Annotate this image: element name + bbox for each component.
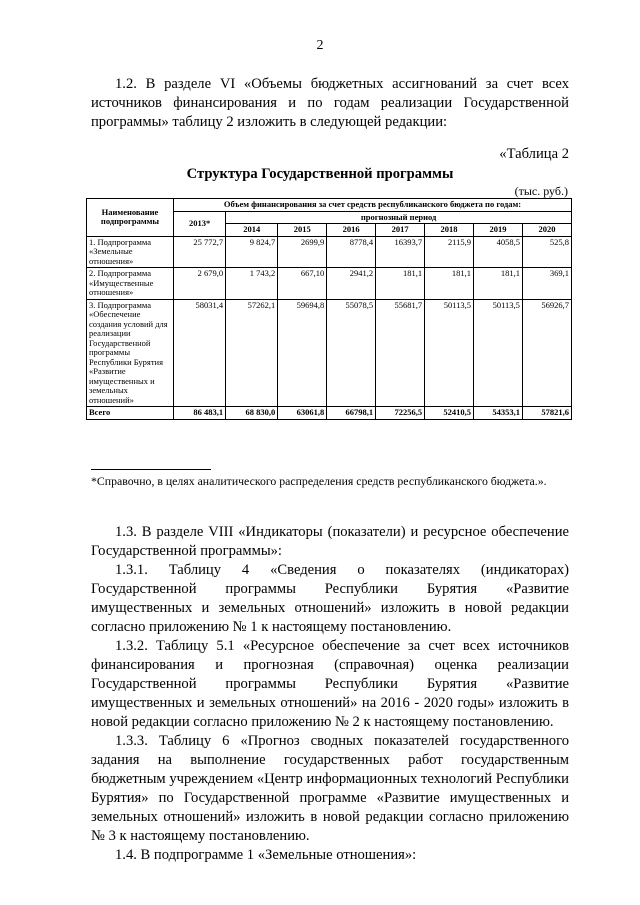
- year-header: 2019: [474, 224, 523, 237]
- total-label: Всего: [87, 407, 174, 420]
- cell-value: 50113,5: [425, 299, 474, 407]
- total-value: 63061,8: [278, 407, 327, 420]
- row-name: 1. Подпрограмма «Земельные отношения»: [87, 236, 174, 268]
- row-name: 3. Подпрограмма «Обеспечение создания условий для реализации Государственной программы Республики Бурятия «Развитие имущественных и земельных отношений»: [87, 299, 174, 407]
- body-text: [91, 523, 569, 865]
- paragraph: 1.3.1. Таблицу 4 «Сведения о показателях (индикаторах) Государственной программы Республики Бурятия «Развитие имущественных и земельных отношений» изложить в новой редакции согласно приложению № 1 к настоящему постановлению.: [91, 562, 569, 635]
- structure-table: [86, 198, 572, 420]
- table-title: Структура Государственной программы: [186, 166, 454, 182]
- year-header: 2015: [278, 224, 327, 237]
- cell-value: 181,1: [425, 268, 474, 300]
- year-header: 2020: [522, 224, 571, 237]
- paragraph: 1.4. В подпрограмме 1 «Земельные отношения»:: [115, 847, 417, 863]
- cell-value: 8778,4: [327, 236, 376, 268]
- total-value: 68 830,0: [226, 407, 278, 420]
- cell-value: 667,10: [278, 268, 327, 300]
- cell-value: 2941,2: [327, 268, 376, 300]
- year-header: 2014: [226, 224, 278, 237]
- cell-value: 2 679,0: [174, 268, 226, 300]
- table-row: [87, 236, 572, 268]
- row-name: 2. Подпрограмма «Имущественные отношения»: [87, 268, 174, 300]
- year-header: 2018: [425, 224, 474, 237]
- header-name: Наименование подпрограммы: [87, 199, 174, 237]
- cell-value: 525,8: [522, 236, 571, 268]
- cell-value: 55681,7: [376, 299, 425, 407]
- cell-value: 50113,5: [474, 299, 523, 407]
- footnote-divider: [91, 469, 211, 470]
- cell-value: 4058,5: [474, 236, 523, 268]
- cell-value: 2699,9: [278, 236, 327, 268]
- total-value: 52410,5: [425, 407, 474, 420]
- cell-value: 58031,4: [174, 299, 226, 407]
- paragraph: 1.3.3. Таблицу 6 «Прогноз сводных показателей государственного задания на выполнение государственных работ государственным бюджетным учреждением «Центр информационных технологий Республики Бурятия» по Государственной программе «Развитие имущественных и земельных отношений» изложить в новой редакции согласно приложению № 3 к настоящему постановлению.: [91, 733, 569, 844]
- paragraph: 1.3.2. Таблицу 5.1 «Ресурсное обеспечение за счет всех источников финансирования и прогнозная (справочная) оценка реализации Государственной программы Республики Бурятия «Развитие имущественных и земельных отношений» на 2016 - 2020 годы» изложить в новой редакции согласно приложению № 2 к настоящему постановлению.: [91, 638, 569, 730]
- cell-value: 56926,7: [522, 299, 571, 407]
- cell-value: 181,1: [474, 268, 523, 300]
- total-value: 57821,6: [522, 407, 571, 420]
- year-header: 2017: [376, 224, 425, 237]
- cell-value: 181,1: [376, 268, 425, 300]
- page-number: 2: [316, 38, 324, 53]
- header-base-year: 2013*: [174, 211, 226, 236]
- cell-value: 9 824,7: [226, 236, 278, 268]
- cell-value: 1 743,2: [226, 268, 278, 300]
- table-row: [87, 299, 572, 407]
- total-value: 66798,1: [327, 407, 376, 420]
- table-row: [87, 268, 572, 300]
- cell-value: 57262,1: [226, 299, 278, 407]
- footnote: *Справочно, в целях аналитического распределения средств республиканского бюджета.».: [91, 474, 547, 488]
- table-unit: (тыс. руб.): [514, 184, 568, 198]
- cell-value: 25 772,7: [174, 236, 226, 268]
- year-header: 2016: [327, 224, 376, 237]
- cell-value: 59694,8: [278, 299, 327, 407]
- table-label: «Таблица 2: [499, 146, 569, 162]
- total-row: [87, 407, 572, 420]
- cell-value: 2115,9: [425, 236, 474, 268]
- intro-paragraph: 1.2. В разделе VI «Объемы бюджетных ассигнований за счет всех источников финансирования и по годам реализации Государственной программы» таблицу 2 изложить в следующей редакции:: [91, 76, 569, 130]
- header-volume: Объем финансирования за счет средств республиканского бюджета по годам:: [174, 199, 572, 212]
- cell-value: 55078,5: [327, 299, 376, 407]
- total-value: 54353,1: [474, 407, 523, 420]
- total-value: 72256,5: [376, 407, 425, 420]
- total-value: 86 483,1: [174, 407, 226, 420]
- header-forecast: прогнозный период: [226, 211, 572, 224]
- cell-value: 16393,7: [376, 236, 425, 268]
- paragraph: 1.3. В разделе VIII «Индикаторы (показатели) и ресурсное обеспечение Государственной программы»:: [91, 524, 569, 559]
- cell-value: 369,1: [522, 268, 571, 300]
